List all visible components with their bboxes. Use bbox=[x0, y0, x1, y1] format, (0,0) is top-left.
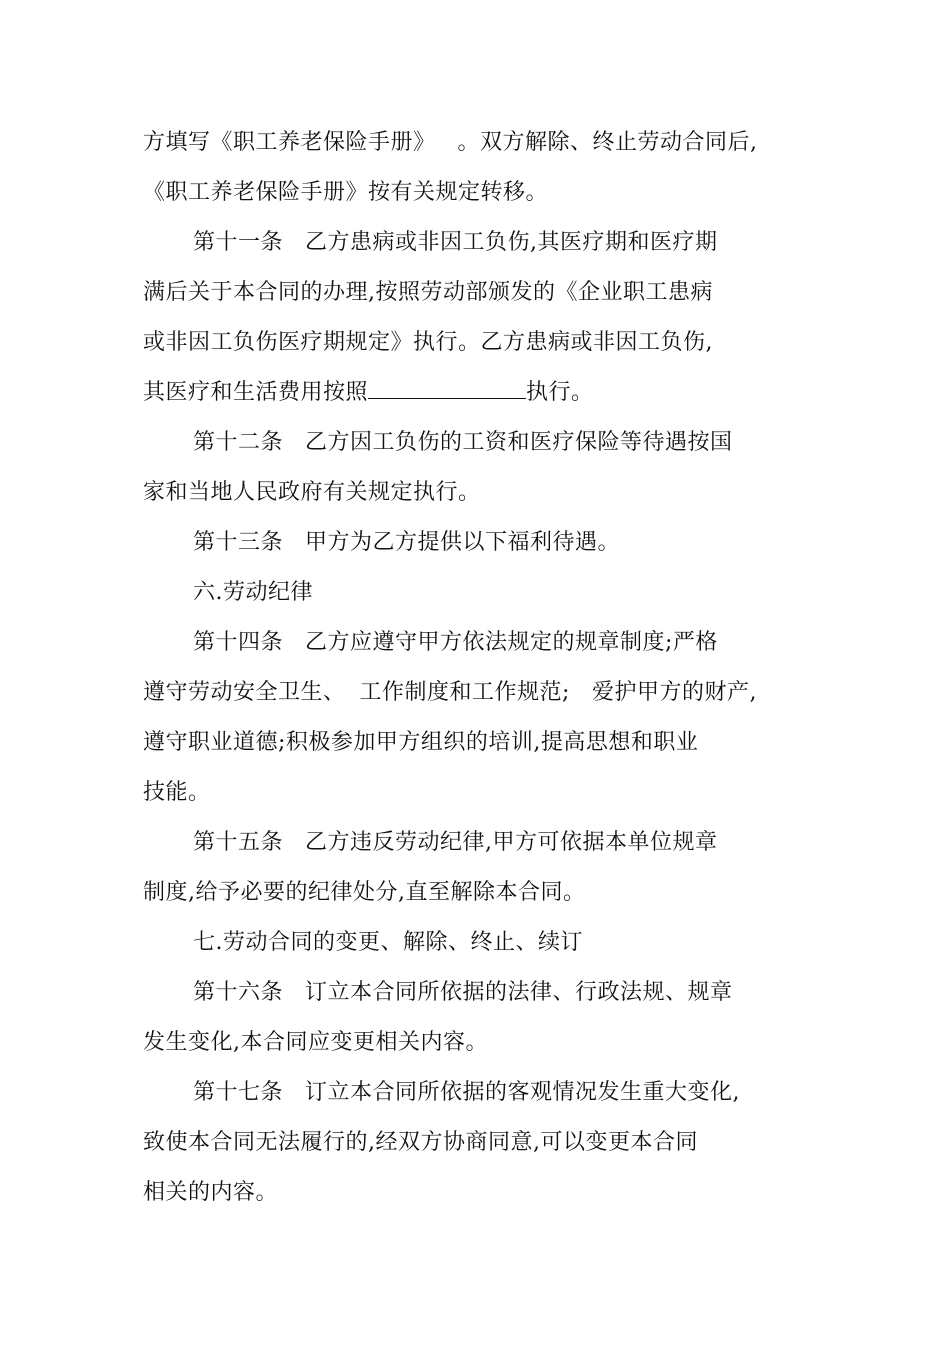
text-line bbox=[143, 778, 211, 808]
text-line bbox=[143, 178, 548, 208]
article-number: 第十六条 bbox=[193, 980, 284, 1005]
text-line bbox=[143, 378, 594, 408]
text-fragment: 《职工养老保险手册》按有关规定转移。 bbox=[143, 180, 549, 205]
text-fragment: 技能。 bbox=[143, 780, 211, 805]
article-number: 第十三条 bbox=[193, 530, 284, 555]
text-line bbox=[143, 328, 713, 358]
text-fragment: 遵守职业道德;积极参加甲方组织的培训,提高思想和职业 bbox=[143, 730, 699, 755]
text-fragment: 制度,给予必要的纪律处分,直至解除本合同。 bbox=[143, 880, 586, 905]
text-line bbox=[143, 128, 758, 158]
article-number: 第十一条 bbox=[193, 230, 284, 255]
fill-in-blank[interactable] bbox=[368, 378, 526, 399]
text-line bbox=[143, 478, 481, 508]
text-fragment: 乙方应遵守甲方依法规定的规章制度;严格 bbox=[305, 630, 718, 655]
text-fragment: 家和当地人民政府有关规定执行。 bbox=[143, 480, 481, 505]
text-line bbox=[143, 1128, 698, 1158]
text-fragment: 遵守劳动安全卫生、 bbox=[143, 680, 346, 705]
article-number: 第十四条 bbox=[193, 630, 284, 655]
text-line bbox=[143, 1028, 488, 1058]
article-12-heading-line bbox=[193, 428, 733, 458]
text-fragment: 甲方为乙方提供以下福利待遇。 bbox=[305, 530, 621, 555]
text-fragment: 爱护甲方的财产, bbox=[591, 680, 757, 705]
text-fragment: 工作制度和工作规范; bbox=[359, 680, 570, 705]
text-line bbox=[143, 278, 713, 308]
text-fragment: 订立本合同所依据的客观情况发生重大变化, bbox=[305, 1080, 741, 1105]
article-number: 第十五条 bbox=[193, 830, 284, 855]
text-line bbox=[143, 878, 586, 908]
article-11-heading-line bbox=[193, 228, 718, 258]
text-fragment: 或非因工负伤医疗期规定》执行。乙方患病或非因工负伤, bbox=[143, 330, 713, 355]
article-15-heading-line bbox=[193, 828, 718, 858]
text-fragment: 致使本合同无法履行的,经双方协商同意,可以变更本合同 bbox=[143, 1130, 698, 1155]
section-heading-labor-discipline bbox=[193, 578, 313, 608]
text-fragment: 其医疗和生活费用按照 bbox=[143, 380, 369, 405]
text-fragment: 发生变化,本合同应变更相关内容。 bbox=[143, 1030, 488, 1055]
section-heading-contract-changes bbox=[193, 928, 583, 958]
text-fragment: 乙方违反劳动纪律,甲方可依据本单位规章 bbox=[305, 830, 718, 855]
text-fragment: 订立本合同所依据的法律、行政法规、规章 bbox=[305, 980, 733, 1005]
article-13-heading-line bbox=[193, 528, 620, 558]
text-line bbox=[143, 728, 698, 758]
text-fragment: 。双方解除、终止劳动合同后, bbox=[457, 130, 758, 155]
text-line bbox=[143, 1178, 278, 1208]
article-number: 第十二条 bbox=[193, 430, 284, 455]
article-17-heading-line bbox=[193, 1078, 740, 1108]
text-fragment: 乙方因工负伤的工资和医疗保险等待遇按国 bbox=[305, 430, 733, 455]
text-fragment: 方填写《职工养老保险手册》 bbox=[143, 130, 436, 155]
article-number: 第十七条 bbox=[193, 1080, 284, 1105]
section-title: 七.劳动合同的变更、解除、终止、续订 bbox=[193, 930, 583, 955]
text-fragment: 相关的内容。 bbox=[143, 1180, 279, 1205]
text-fragment: 满后关于本合同的办理,按照劳动部颁发的《企业职工患病 bbox=[143, 280, 713, 305]
section-title: 六.劳动纪律 bbox=[193, 580, 313, 605]
text-fragment: 执行。 bbox=[526, 380, 594, 405]
text-fragment: 乙方患病或非因工负伤,其医疗期和医疗期 bbox=[305, 230, 718, 255]
article-16-heading-line bbox=[193, 978, 733, 1008]
text-line bbox=[143, 678, 757, 708]
article-14-heading-line bbox=[193, 628, 718, 658]
